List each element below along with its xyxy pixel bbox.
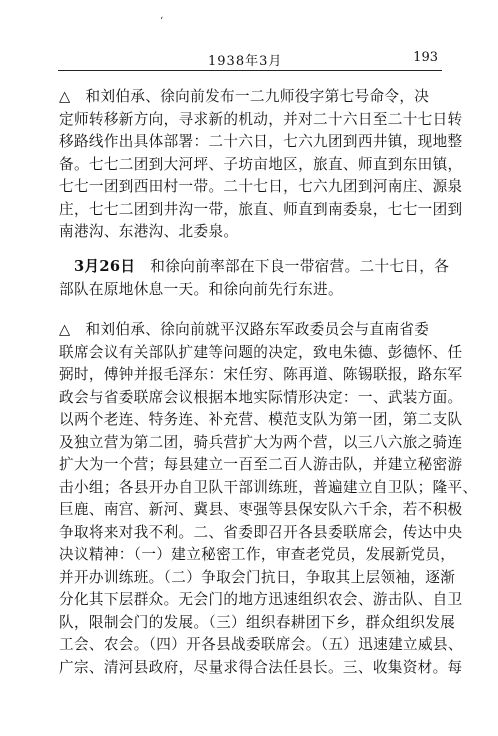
text-line <box>59 256 450 279</box>
text-line: 并开办训练班。（二）争取会门抗日，争取其上层领袖，逐渐 <box>59 568 456 586</box>
text-line: 部队在原地休息一天。和徐向前先行东进。 <box>59 280 343 298</box>
text-line: 以两个老连、特务连、补充营、模范支队为第一团，第二支队 <box>59 411 463 428</box>
text-line: 及独立营为第二团，骑兵营扩大为两个营，以三八六旅之骑连 <box>59 433 463 451</box>
paragraph-3 <box>59 319 478 679</box>
text-line: 七七一团到西田村一带。二十七日，七六九团到河南庄、源泉 <box>59 178 463 195</box>
text-line: △ 和刘伯承、徐向前发布一二九师役字第七号命令，决 <box>59 88 430 105</box>
text-line: 广宗、清河县政府，尽量求得合法任县长。三、收集资材。每 <box>59 658 463 676</box>
entry-text: 和徐向前率部在下良一带宿营。二十七日，各 <box>135 258 450 275</box>
text-line: 定师转移新方向，寻求新的机动，并对二十六日至二十七日转 <box>59 110 463 128</box>
page-number: 193 <box>413 50 438 65</box>
text-line: 工会、农会。（四）开各县战委联席会。（五）迅速建立威县、 <box>59 636 463 653</box>
text-line: 弼时，傅钟并报毛泽东：宋任穷、陈再道、陈锡联报，路东军 <box>59 366 463 383</box>
header-title: 1938年3月 <box>208 54 283 69</box>
text-line: 扩大为一个营；每县建立一百至二百人游击队，并建立秘密游 <box>59 456 463 473</box>
text-line: 分化其下层群众。无会门的地方迅速组织农会、游击队、自卫 <box>59 591 463 608</box>
entry-date: 3月26日 <box>73 258 136 275</box>
paragraph-1 <box>59 86 463 244</box>
text-line: 巨鹿、南宫、新河、冀县、枣强等县保安队六千余，若不积极 <box>59 501 463 518</box>
text-line: 争取将来对我不利。二、省委即召开各县委联席会，传达中央 <box>59 523 463 541</box>
text-line: 政会与省委联席会议根据本地实际情形决定：一、武装方面。 <box>59 388 463 406</box>
text-line: 队，限制会门的发展。（三）组织春耕团下乡，群众组织发展 <box>59 613 456 631</box>
text-line: 移路线作出具体部署：二十六日，七六九团到西井镇，现地整 <box>59 133 463 150</box>
scan-mark: ʻ <box>160 16 164 27</box>
text-line: △ 和刘伯承、徐向前就平汉路东军政委员会与直南省委 <box>59 321 430 338</box>
text-line: 备。七七二团到大河坪、子坊亩地区，旅直、师直到东田镇， <box>59 155 463 173</box>
paragraph-2 <box>59 256 450 301</box>
text-line: 联席会议有关部队扩建等问题的决定，致电朱德、彭德怀、任 <box>59 343 463 361</box>
text-line: 击小组；各县开办自卫队干部训练班，普遍建立自卫队；隆平、 <box>59 478 478 496</box>
text-line: 决议精神：（一）建立秘密工作，审查老党员，发展新党员， <box>59 546 456 563</box>
text-line: 南港沟、东港沟、北委泉。 <box>59 223 239 240</box>
text-line: 庄，七七二团到井沟一带，旅直、师直到南委泉，七七一团到 <box>59 200 463 218</box>
page-header <box>58 50 442 71</box>
